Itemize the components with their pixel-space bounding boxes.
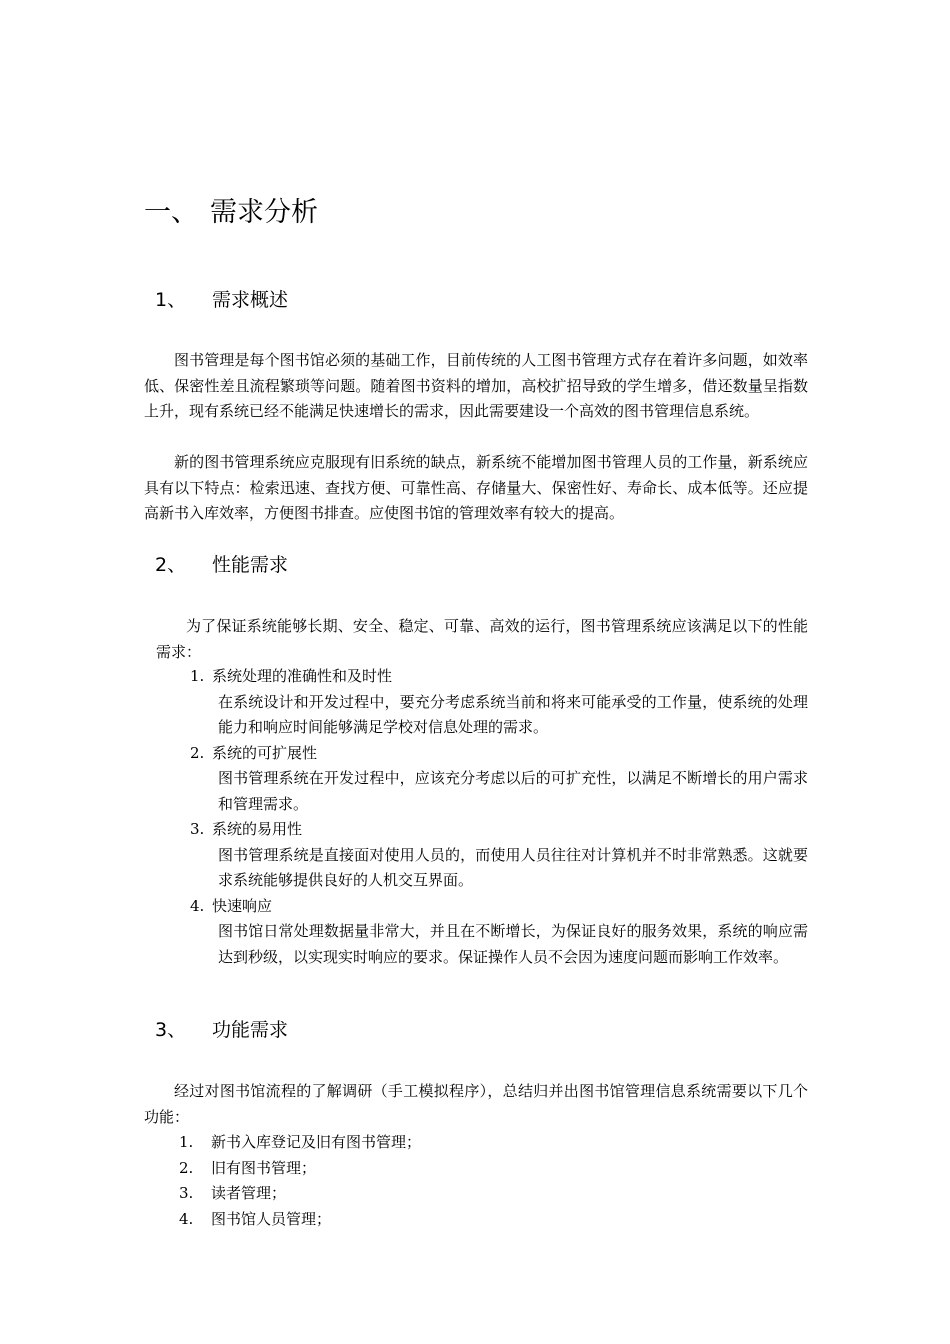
list-item-title: 3. 读者管理； bbox=[179, 1181, 679, 1207]
list-item bbox=[179, 1156, 679, 1182]
list-item-description: 图书馆日常处理数据量非常大，并且在不断增长，为保证良好的服务效果，系统的响应需达到秒级，以实现实时响应的要求。保证操作人员不会因为速度问题而影响工作效率。 bbox=[218, 922, 808, 966]
list-item-number: 4. bbox=[179, 1209, 194, 1228]
performance-intro: 为了保证系统能够长期、安全、稳定、可靠、高效的运行，图书管理系统应该满足以下的性能需求： bbox=[156, 617, 808, 661]
list-item-number: 1. bbox=[190, 667, 205, 685]
list-item-title: 2. 旧有图书管理； bbox=[179, 1156, 679, 1182]
list-item bbox=[179, 1130, 679, 1156]
list-item bbox=[179, 1207, 679, 1233]
subsection-title: 性能需求 bbox=[212, 554, 289, 576]
subsection-heading-overview bbox=[155, 287, 288, 313]
subsection-number: 1、 bbox=[155, 289, 187, 311]
list-item bbox=[179, 1181, 679, 1207]
section-heading bbox=[144, 196, 318, 230]
list-item-number: 2. bbox=[190, 743, 205, 762]
section-title: 需求分析 bbox=[210, 197, 318, 228]
list-item bbox=[190, 741, 808, 818]
subsection-title: 功能需求 bbox=[212, 1019, 289, 1041]
list-item bbox=[190, 817, 808, 894]
list-item-title: 4. 图书馆人员管理； bbox=[179, 1207, 679, 1233]
section-number: 一、 bbox=[144, 197, 198, 228]
subsection-number: 3、 bbox=[155, 1019, 187, 1041]
functional-intro: 经过对图书馆流程的了解调研（手工模拟程序），总结归并出图书馆管理信息系统需要以下几个功能： bbox=[144, 1082, 808, 1126]
list-item-title: 2. 系统的可扩展性 bbox=[190, 741, 808, 767]
list-item-description: 图书管理系统是直接面对使用人员的，而使用人员往往对计算机并不时非常熟悉。这就要求系统能够提供良好的人机交互界面。 bbox=[218, 845, 808, 889]
list-item-title: 4. 快速响应 bbox=[190, 894, 808, 920]
list-item-description: 在系统设计和开发过程中，要充分考虑系统当前和将来可能承受的工作量，使系统的处理能力和响应时间能够满足学校对信息处理的需求。 bbox=[218, 692, 808, 736]
list-item-number: 4. bbox=[190, 896, 205, 915]
list-item-description: 图书管理系统在开发过程中，应该充分考虑以后的可扩充性，以满足不断增长的用户需求和管理需求。 bbox=[218, 769, 808, 813]
subsection-title: 需求概述 bbox=[212, 289, 289, 311]
list-item-title: 1. 系统处理的准确性和及时性 bbox=[190, 664, 808, 690]
subsection-number: 2、 bbox=[155, 554, 187, 576]
list-item-title: 1. 新书入库登记及旧有图书管理； bbox=[179, 1130, 679, 1156]
subsection-heading-performance bbox=[155, 552, 288, 578]
list-item-number: 3. bbox=[190, 820, 205, 838]
overview-paragraph-2: 新的图书管理系统应克服现有旧系统的缺点，新系统不能增加图书管理人员的工作量，新系统应具有以下特点：检索迅速、查找方便、可靠性高、存储量大、保密性好、寿命长、成本低等。还应提高新书入库效率，方便图书排查。应使图书馆的管理效率有较大的提高。 bbox=[144, 453, 808, 522]
performance-list bbox=[190, 664, 808, 970]
subsection-heading-functional bbox=[155, 1017, 288, 1043]
list-item-number: 1. bbox=[179, 1133, 194, 1151]
list-item-number: 2. bbox=[179, 1158, 194, 1177]
list-item-title: 3. 系统的易用性 bbox=[190, 817, 808, 843]
functional-list bbox=[179, 1130, 679, 1232]
list-item-number: 3. bbox=[179, 1184, 194, 1202]
overview-paragraph-1: 图书管理是每个图书馆必须的基础工作，目前传统的人工图书管理方式存在着许多问题，如效率低、保密性差且流程繁琐等问题。随着图书资料的增加，高校扩招导致的学生增多，借还数量呈指数上升，现有系统已经不能满足快速增长的需求，因此需要建设一个高效的图书管理信息系统。 bbox=[144, 351, 808, 420]
list-item bbox=[190, 664, 808, 741]
list-item bbox=[190, 894, 808, 971]
